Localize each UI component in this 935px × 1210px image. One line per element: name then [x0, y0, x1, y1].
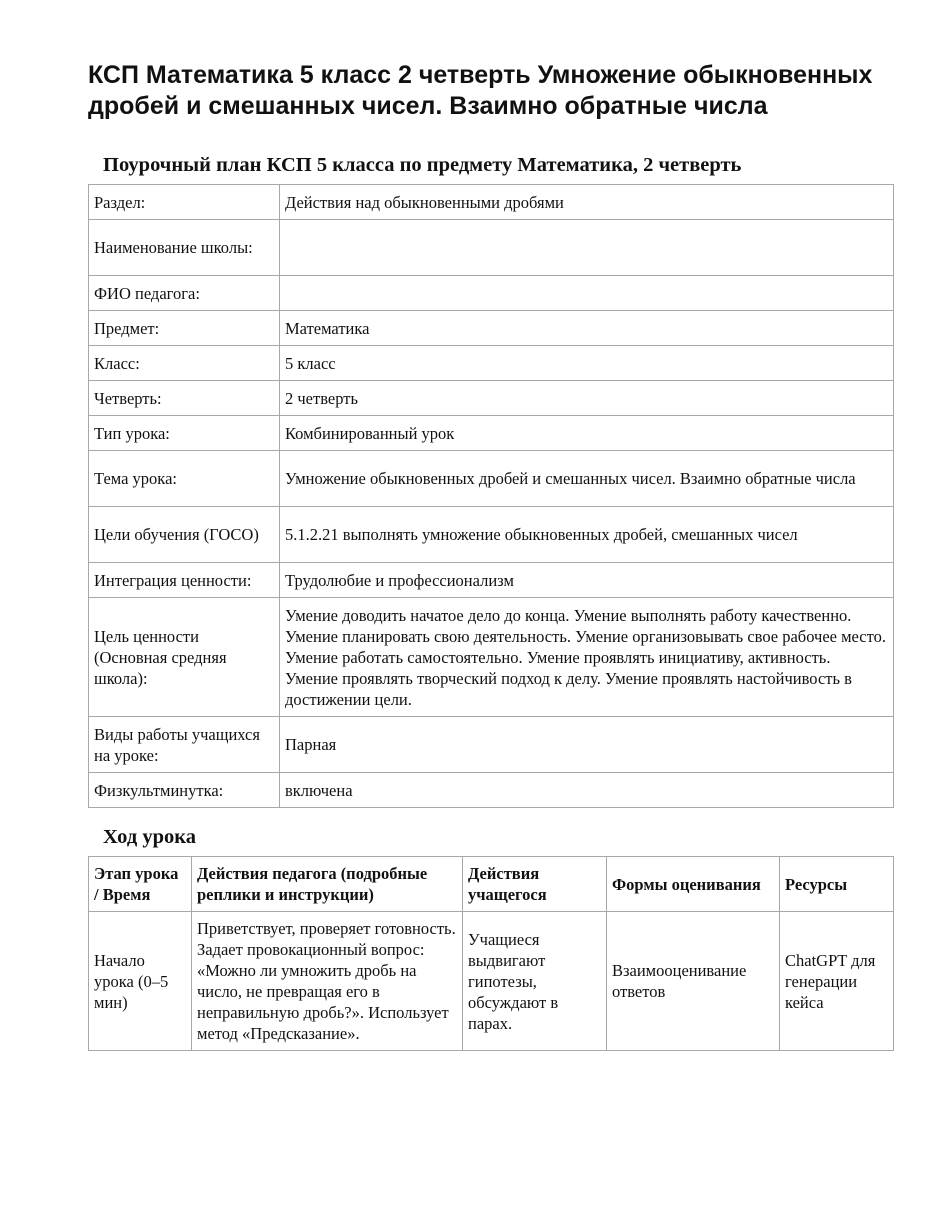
info-value: Действия над обыкновенными дробями [280, 185, 894, 220]
stage-cell: Начало урока (0–5 мин) [89, 912, 192, 1051]
table-row [89, 912, 894, 1051]
info-label: Четверть: [89, 381, 280, 416]
info-value: Математика [280, 311, 894, 346]
table-row [89, 220, 894, 276]
info-value: 5 класс [280, 346, 894, 381]
column-header: Формы оценивания [607, 857, 780, 912]
info-value: включена [280, 773, 894, 808]
column-header: Действия учащегося [463, 857, 607, 912]
student-actions-cell: Учащиеся выдвигают гипотезы, обсуждают в парах. [463, 912, 607, 1051]
info-label: Цель ценности (Основная средняя школа): [89, 598, 280, 717]
table-row [89, 346, 894, 381]
lesson-info-table [88, 184, 894, 808]
info-label: ФИО педагога: [89, 276, 280, 311]
plan-heading: Поурочный план КСП 5 класса по предмету Математика, 2 четверть [103, 154, 742, 176]
info-value: Парная [280, 717, 894, 773]
table-row [89, 416, 894, 451]
info-label: Цели обучения (ГОСО) [89, 507, 280, 563]
info-label: Предмет: [89, 311, 280, 346]
table-row [89, 381, 894, 416]
resources-cell: ChatGPT для генерации кейса [780, 912, 894, 1051]
info-value [280, 220, 894, 276]
info-value: Трудолюбие и профессионализм [280, 563, 894, 598]
column-header: Этап урока / Время [89, 857, 192, 912]
info-value: Умение доводить начатое дело до конца. Умение выполнять работу качественно. Умение планировать свою деятельность. Умение организовывать свое рабочее место. Умение работать самостоятельно. Умение проявлять инициативу, активность. Умение проявлять творческий подход к делу. Умение проявлять настойчивость в достижении цели. [280, 598, 894, 717]
info-label: Раздел: [89, 185, 280, 220]
info-label: Тема урока: [89, 451, 280, 507]
table-row [89, 563, 894, 598]
table-row [89, 773, 894, 808]
table-row [89, 717, 894, 773]
table-row [89, 451, 894, 507]
info-label: Тип урока: [89, 416, 280, 451]
info-value: 2 четверть [280, 381, 894, 416]
lesson-flow-table [88, 856, 894, 1051]
table-row [89, 507, 894, 563]
info-value: 5.1.2.21 выполнять умножение обыкновенных дробей, смешанных чисел [280, 507, 894, 563]
table-row [89, 185, 894, 220]
lesson-flow-heading: Ход урока [103, 826, 196, 848]
table-row [89, 311, 894, 346]
info-value: Умножение обыкновенных дробей и смешанных чисел. Взаимно обратные числа [280, 451, 894, 507]
column-header: Ресурсы [780, 857, 894, 912]
assessment-cell: Взаимооценивание ответов [607, 912, 780, 1051]
column-header: Действия педагога (подробные реплики и инструкции) [192, 857, 463, 912]
info-label: Виды работы учащихся на уроке: [89, 717, 280, 773]
info-value [280, 276, 894, 311]
table-header-row [89, 857, 894, 912]
document-title: КСП Математика 5 класс 2 четверть Умножение обыкновенных дробей и смешанных чисел. Взаимно обратные числа [88, 61, 873, 120]
document-page [88, 60, 893, 1051]
info-label: Физкультминутка: [89, 773, 280, 808]
teacher-actions-cell: Приветствует, проверяет готовность. Задает провокационный вопрос: «Можно ли умножить дробь на число, не превращая его в неправильную дробь?». Использует метод «Предсказание». [192, 912, 463, 1051]
info-label: Наименование школы: [89, 220, 280, 276]
table-row [89, 598, 894, 717]
info-label: Класс: [89, 346, 280, 381]
info-value: Комбинированный урок [280, 416, 894, 451]
table-row [89, 276, 894, 311]
info-label: Интеграция ценности: [89, 563, 280, 598]
